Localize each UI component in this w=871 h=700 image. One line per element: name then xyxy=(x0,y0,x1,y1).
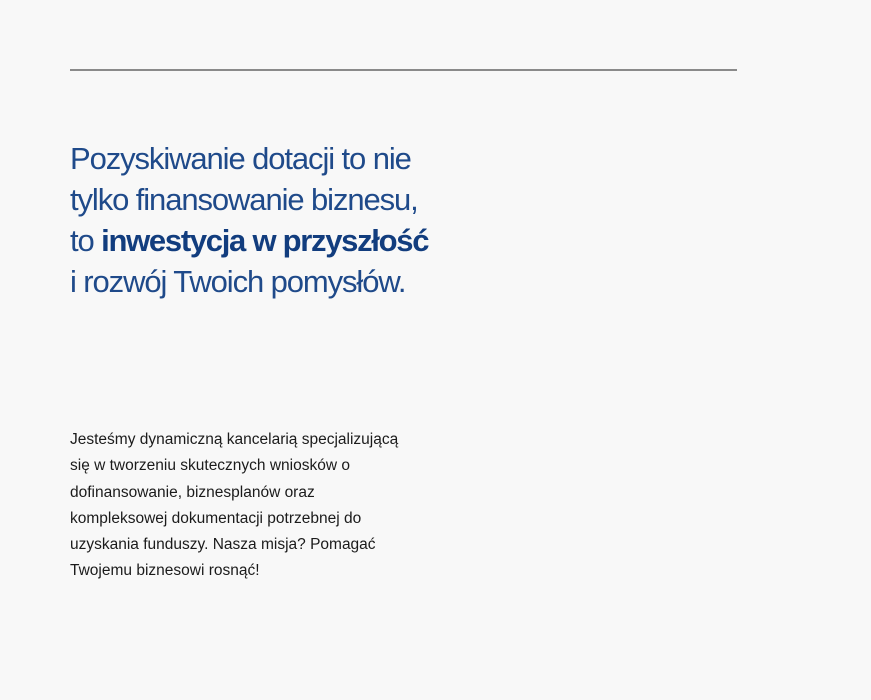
headline-emphasis-investment: inwestycja xyxy=(101,223,245,258)
headline-text-space xyxy=(245,223,253,258)
headline xyxy=(70,138,430,302)
description-paragraph: Jesteśmy dynamiczną kancelarią specjalizującą się w tworzeniu skutecznych wniosków o dofinansowanie, biznesplanów oraz kompleksowej dokumentacji potrzebnej do uzyskania funduszy. Nasza misja? Pomagać Twojemu biznesowi rosnąć! xyxy=(70,431,399,580)
headline-text-end: i rozwój Twoich pomysłów. xyxy=(70,264,406,299)
top-divider xyxy=(70,69,737,71)
headline-text-start: Pozyskiwanie dotacji to nie tylko finansowanie biznesu, to xyxy=(70,141,418,258)
headline-emphasis-future: w przyszłość xyxy=(252,223,429,258)
